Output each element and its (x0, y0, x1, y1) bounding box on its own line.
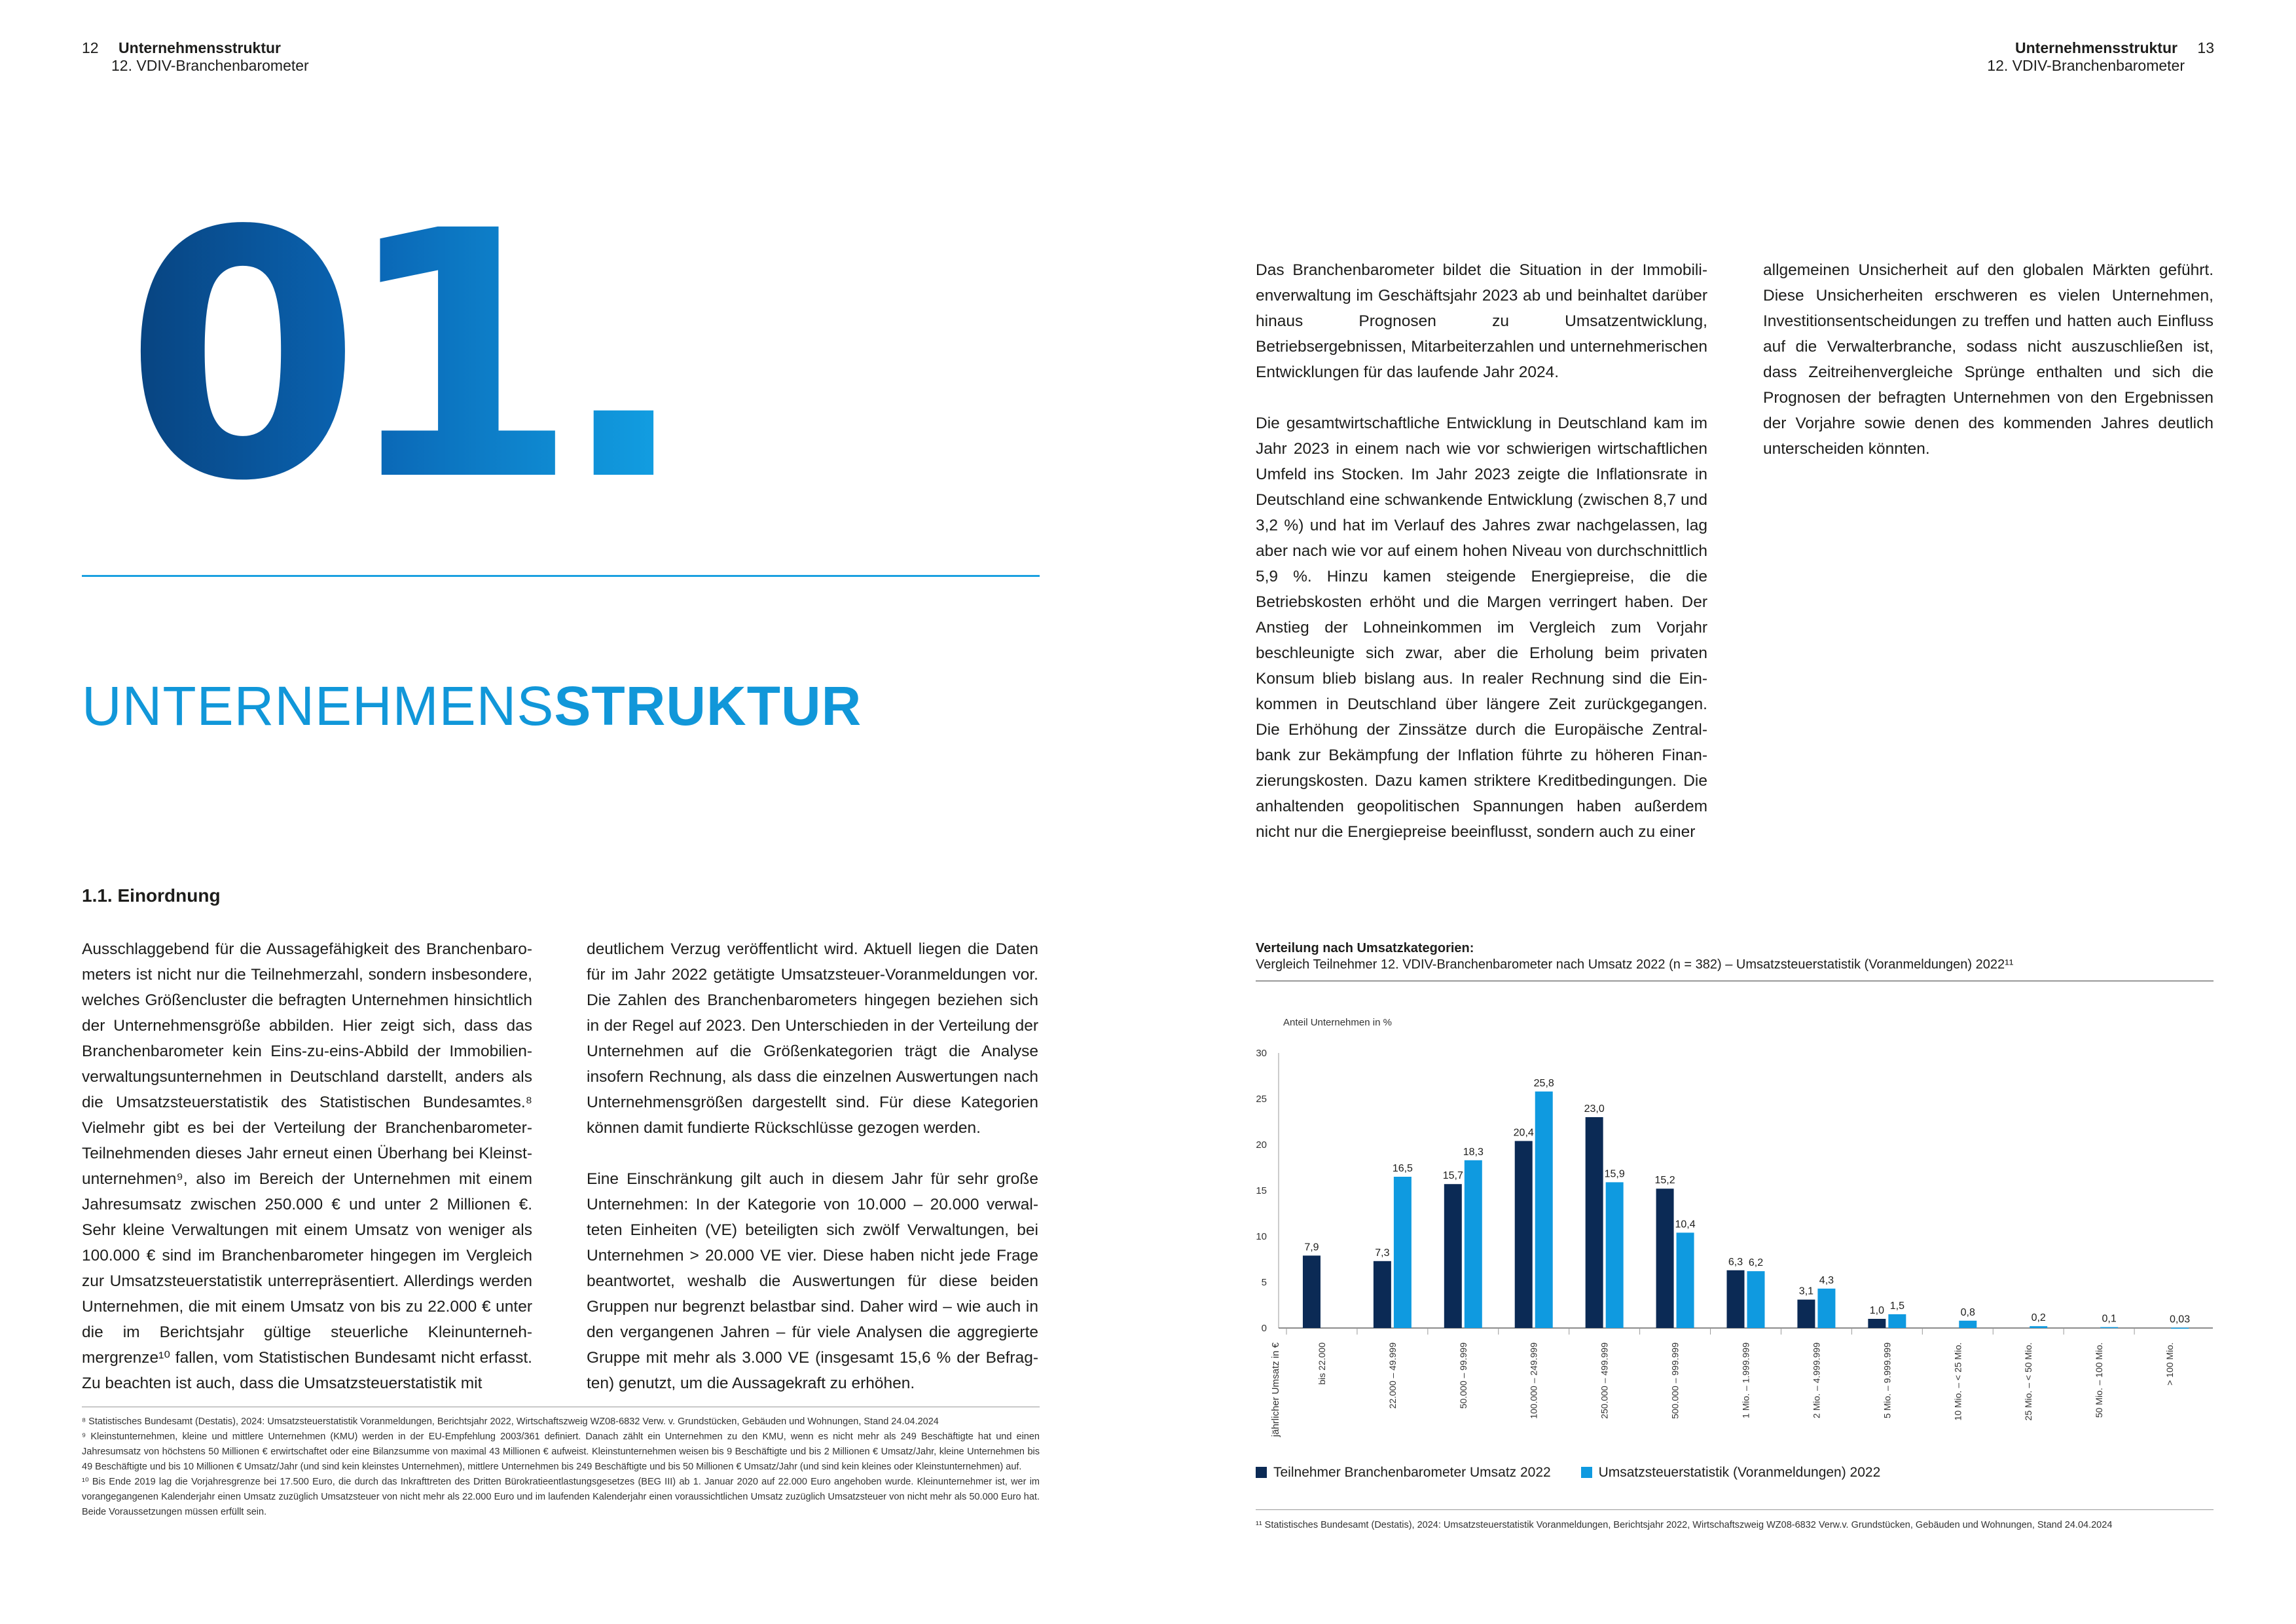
y-tick-label: 15 (1256, 1185, 1267, 1196)
x-tick-label: 50.000 – 99.999 (1457, 1342, 1468, 1409)
bar-participants (1797, 1300, 1815, 1328)
header-right (1987, 39, 2214, 75)
x-tick-label: bis 22.000 (1316, 1342, 1327, 1385)
bar-participants (1868, 1319, 1886, 1328)
bar-tax-statistics (2171, 1328, 2189, 1329)
bar-participants (1727, 1270, 1745, 1328)
section-title-bold: STRUKTUR (554, 675, 862, 737)
y-tick-label: 25 (1256, 1094, 1267, 1105)
data-label: 6,3 (1728, 1256, 1743, 1268)
legend-swatch-navy (1256, 1467, 1267, 1478)
data-label: 0,1 (2102, 1313, 2117, 1325)
bar-tax-statistics (1677, 1232, 1694, 1328)
footnote: ⁸ Statistisches Bundesamt (Destatis), 2024: Umsatzsteuerstatistik Voranmeldungen, Berichtsjahr 2022, Wirtschaftszweig WZ08-6832 Verw. v. Grundstücken, Gebäuden und Wohnungen, Stand 24.04.2024 (82, 1416, 939, 1427)
paragraph: Eine Einschränkung gilt auch in diesem Jahr für sehr große Unternehmen: In der Kategorie von 10.000 – 20.000 verwalteten Einheiten (VE) beteiligten sich zwölf Verwaltungen, bei Unternehmen > 20.000 VE vier. Diese haben nicht jede Frage beantwortet, weshalb die Auswertungen für diese beiden Gruppen nur begrenzt belastbar sind. Daher wird – wie auch in den vergangenen Jahren – für viele Analysen die aggregierte Gruppe mit mehr als 3.000 VE (insgesamt 15,6 % der Befragten) genutzt, um die Aussagekraft zu erhöhen. (587, 1170, 1038, 1392)
bar-tax-statistics (2100, 1327, 2118, 1329)
x-tick-label: > 100 Mio. (2164, 1342, 2176, 1386)
legend-label: Teilnehmer Branchenbarometer Umsatz 2022 (1273, 1465, 1551, 1480)
section-title (82, 674, 862, 738)
y-tick-label: 30 (1256, 1048, 1267, 1059)
x-tick-label: 250.000 – 499.999 (1599, 1342, 1610, 1419)
data-label: 20,4 (1513, 1127, 1534, 1139)
y-tick-label: 5 (1261, 1277, 1267, 1288)
chart-header-rule (1256, 980, 2214, 982)
footnote: ⁹ Kleinstunternehmen, kleine und mittlere Unternehmen (KMU) werden in der EU-Empfehlung 2003/361 definiert. Danach zählt ein Unternehmen zu den KMU, wenn es nicht mehr als 249 Beschäftigte hat und einen Jahresumsatz von höchstens 50 Millionen € erwirtschaftet oder eine Bilanzsumme von maximal 43 Millionen € aufweist. Kleinstunternehmen weisen bis 9 Beschäftigte und bis 2 Millionen € Umsatz/Jahr, kleine Unternehmen bis 49 Beschäftigte und bis 10 Millionen € Umsatz/Jahr (und sind kein kleinstes Unternehmen), mittlere Unternehmen bis 249 Beschäftigte und bis 50 Millionen € Umsatz/Jahr (und sind kein kleines oder Kleinstunternehmen) auf. (82, 1431, 1040, 1472)
left-column-1 (82, 936, 532, 1422)
section-title-light: UNTERNEHMENS (82, 675, 555, 737)
bar-participants (1586, 1117, 1603, 1328)
data-label: 18,3 (1463, 1146, 1484, 1158)
paragraph: Die gesamtwirtschaftliche Entwicklung in Deutschland kam im Jahr 2023 in einem nach wie vor schwierigen wirtschaftlichen Umfeld ins Stocken. Im Jahr 2023 zeigte die Inflationsrate in Deutschland eine schwankende Entwicklung (zwischen 8,7 und 3,2 %) und hat im Verlauf des Jahres zwar nachgelassen, lag aber nach wie vor auf einem hohen Niveau von durchschnittlich 5,9 %. Hinzu kamen steigende Energiepreise, die die Betriebskosten erhöht und die Margen verringert haben. Der Anstieg der Lohneinkommen im Vergleich zum Vorjahr beschleunigte sich zwar, aber die Erholung beim privaten Konsum blieb bislang aus. In realer Rechnung sind die Einkommen in Deutschland über längere Zeit zurückgegangen. Die Erhöhung der Zinssätze durch die Europäische Zentralbank zur Bekämpfung der Inflation führte zu höheren Finanzierungskosten. Dazu kamen striktere Kreditbedingungen. Die anhaltenden geopolitischen Spannungen haben außerdem nicht nur die Energiepreise beeinflusst, sondern auch zu einer (1256, 415, 1707, 841)
legend-item-participants (1256, 1465, 1551, 1480)
bar-chart (1231, 1002, 2226, 1500)
data-label: 7,9 (1304, 1242, 1319, 1253)
page-number-right: 13 (2197, 39, 2214, 56)
bar-tax-statistics (1747, 1271, 1765, 1328)
bar-tax-statistics (1535, 1092, 1553, 1328)
x-tick-label: 5 Mio. – 9.999.999 (1882, 1342, 1893, 1418)
x-tick-label: 10 Mio. – < 25 Mio. (1952, 1342, 1963, 1421)
data-label: 4,3 (1819, 1274, 1834, 1286)
data-label: 0,8 (1960, 1306, 1975, 1318)
data-label: 1,0 (1869, 1305, 1884, 1316)
y-tick-label: 20 (1256, 1139, 1267, 1151)
y-tick-label: 0 (1261, 1323, 1267, 1334)
data-label: 15,2 (1654, 1175, 1675, 1187)
x-tick-label: 2 Mio. – 4.999.999 (1811, 1342, 1822, 1418)
paragraph: Das Branchenbarometer bildet die Situation in der Immobilienverwaltung im Geschäftsjahr 2023 ab und beinhaltet darüber hinaus Prognosen zu Umsatzentwicklung, Betriebsergebnissen, Mitarbeiterzahlen und unternehmerischen Entwicklungen für das laufende Jahr 2024. (1256, 261, 1707, 381)
legend-swatch-blue (1581, 1467, 1592, 1478)
chart-source-rule (1256, 1509, 2214, 1510)
page-number-left: 12 (82, 39, 99, 56)
right-column-1 (1256, 257, 1707, 870)
running-title-right: Unternehmensstruktur (2015, 39, 2178, 56)
subsection-title: 1.1. Einordnung (82, 885, 221, 906)
paragraph: deutlichem Verzug veröffentlicht wird. Aktuell liegen die Daten für im Jahr 2022 getätigte Umsatzsteuer-Voranmeldungen vor. Die Zahlen des Branchenbarometers hingegen beziehen sich in der Regel auf 2023. Den Unterschieden in der Verteilung der Unternehmen auf die Größenkategorien trägt die Analyse insofern Rechnung, als dass die einzelnen Auswertungen nach Unternehmensgrößen dargestellt sind. Für diese Kategorien können damit fundierte Rückschlüsse gezogen werden. (587, 940, 1038, 1137)
x-tick-label: 22.000 – 49.999 (1387, 1342, 1398, 1409)
running-subtitle-right: 12. VDIV-Branchenbarometer (1987, 57, 2185, 74)
x-tick-label: 100.000 – 249.999 (1528, 1342, 1539, 1419)
bar-tax-statistics (1888, 1314, 1906, 1328)
running-title-left: Unternehmensstruktur (118, 39, 281, 56)
chapter-number: 01. (124, 158, 669, 555)
x-tick-label: 25 Mio. – < 50 Mio. (2023, 1342, 2034, 1421)
bar-tax-statistics (1465, 1160, 1482, 1328)
footnotes-left (82, 1414, 1040, 1520)
data-label: 10,4 (1675, 1219, 1696, 1230)
data-label: 6,2 (1748, 1257, 1764, 1269)
bar-participants (1374, 1261, 1391, 1328)
chart-source: ¹¹ Statistisches Bundesamt (Destatis), 2024: Umsatzsteuerstatistik Voranmeldungen, Berichtsjahr 2022, Wirtschaftszweig WZ08-6832 Verw.v. Grundstücken, Gebäuden und Wohnungen, Stand 24.04.2024 (1256, 1520, 2113, 1530)
chart-title: Verteilung nach Umsatzkategorien: (1256, 941, 1474, 955)
data-label: 23,0 (1584, 1103, 1605, 1115)
legend-label: Umsatzsteuerstatistik (Voranmeldungen) 2022 (1598, 1465, 1881, 1480)
data-label: 15,9 (1604, 1168, 1625, 1180)
data-label: 0,2 (2031, 1312, 2046, 1324)
running-subtitle-left: 12. VDIV-Branchenbarometer (111, 57, 309, 74)
data-label: 0,03 (2169, 1314, 2191, 1325)
y-axis-label: Anteil Unternehmen in % (1283, 1017, 1392, 1028)
bar-tax-statistics (1817, 1289, 1835, 1328)
right-column-2 (1763, 257, 2214, 487)
paragraph: allgemeinen Unsicherheit auf den globalen Märkten geführt. Diese Unsicherheiten erschweren es vielen Unternehmen, Investitionsentscheidungen zu treffen und hatten auch Einfluss auf die Verwalterbranche, sodass nicht auszuschließen ist, dass Zeitreihenvergleiche Sprünge enthalten und sich die Prognosen der befragten Unternehmen von den Ergebnissen der Vorjahre sowie denen des kommenden Jahres deutlich unterscheiden könnten. (1763, 261, 2214, 458)
section-divider (82, 575, 1040, 577)
x-tick-label: 500.000 – 999.999 (1669, 1342, 1681, 1419)
x-axis-label: jährlicher Umsatz in € (1270, 1342, 1281, 1437)
data-label: 16,5 (1392, 1163, 1413, 1174)
y-tick-label: 10 (1256, 1231, 1267, 1242)
bar-participants (1656, 1189, 1674, 1328)
data-label: 3,1 (1798, 1285, 1814, 1297)
paragraph: Ausschlaggebend für die Aussagefähigkeit des Branchenbarometers ist nicht nur die Teilnehmerzahl, sondern insbesondere, welches Größencluster die befragten Unternehmen hinsichtlich der Unternehmensgröße abbilden. Hier zeigt sich, dass das Branchenbarometer kein Eins-zu-eins-Abbild der Immobilienverwaltungsunternehmen in Deutschland darstellt, anders als die Umsatzsteuerstatistik des Statistischen Bundesamtes.⁸ Vielmehr gibt es bei der Verteilung der Branchenbarometer-Teilnehmenden dieses Jahr erneut einen Überhang bei Kleinstunternehmen⁹, also im Bereich der Unternehmen mit einem Jahresumsatz zwischen 250.000 € und unter 2 Millionen €. Sehr kleine Verwaltungen mit einem Umsatz von weniger als 100.000 € sind im Branchenbarometer hingegen im Vergleich zur Umsatzsteuerstatistik unterrepräsentiert. Allerdings werden Unternehmen, die mit einem Umsatz von bis zu 22.000 € unter die im Berichtsjahr gültige steuerliche Kleinunternehmergrenze¹⁰ fallen, vom Statistischen Bundesamt nicht erfasst. Zu beachten ist auch, dass die Umsatzsteuerstatistik mit (82, 940, 532, 1392)
chart-subtitle: Vergleich Teilnehmer 12. VDIV-Branchenbarometer nach Umsatz 2022 (n = 382) – Umsatzsteuerstatistik (Voranmeldungen) 2022¹¹ (1256, 957, 2014, 972)
bar-participants (1303, 1255, 1321, 1328)
legend-item-statistics (1581, 1465, 1881, 1480)
bar-tax-statistics (2030, 1326, 2047, 1328)
left-column-2 (587, 936, 1038, 1422)
header-left (82, 39, 309, 75)
x-tick-label: 1 Mio. – 1.999.999 (1740, 1342, 1751, 1418)
bar-tax-statistics (1606, 1182, 1624, 1328)
data-label: 25,8 (1533, 1077, 1554, 1089)
data-label: 1,5 (1889, 1301, 1904, 1312)
bar-tax-statistics (1394, 1177, 1412, 1328)
data-label: 15,7 (1442, 1170, 1463, 1182)
bar-participants (1444, 1184, 1462, 1328)
bar-tax-statistics (1959, 1321, 1977, 1328)
data-label: 7,3 (1375, 1247, 1390, 1259)
x-tick-label: 50 Mio. – 100 Mio. (2094, 1342, 2105, 1418)
footnote: ¹⁰ Bis Ende 2019 lag die Vorjahresgrenze bei 17.500 Euro, die durch das Inkrafttreten des Dritten Bürokratieentlastungsgesetzes (BEG III) ab 1. Januar 2020 auf 22.000 Euro angehoben wurde. Kleinunternehmer ist, wer im vorangegangenen Kalenderjahr einen Umsatz zuzüglich Umsatzsteuer von nicht mehr als 22.000 Euro und im laufenden Kalenderjahr einen voraussichtlichen Umsatz zuzüglich Umsatzsteuer von nicht mehr als 50.000 Euro hat. Beide Voraussetzungen müssen erfüllt sein. (82, 1477, 1040, 1517)
chart-legend (1256, 1465, 1880, 1481)
bar-participants (1515, 1141, 1533, 1328)
